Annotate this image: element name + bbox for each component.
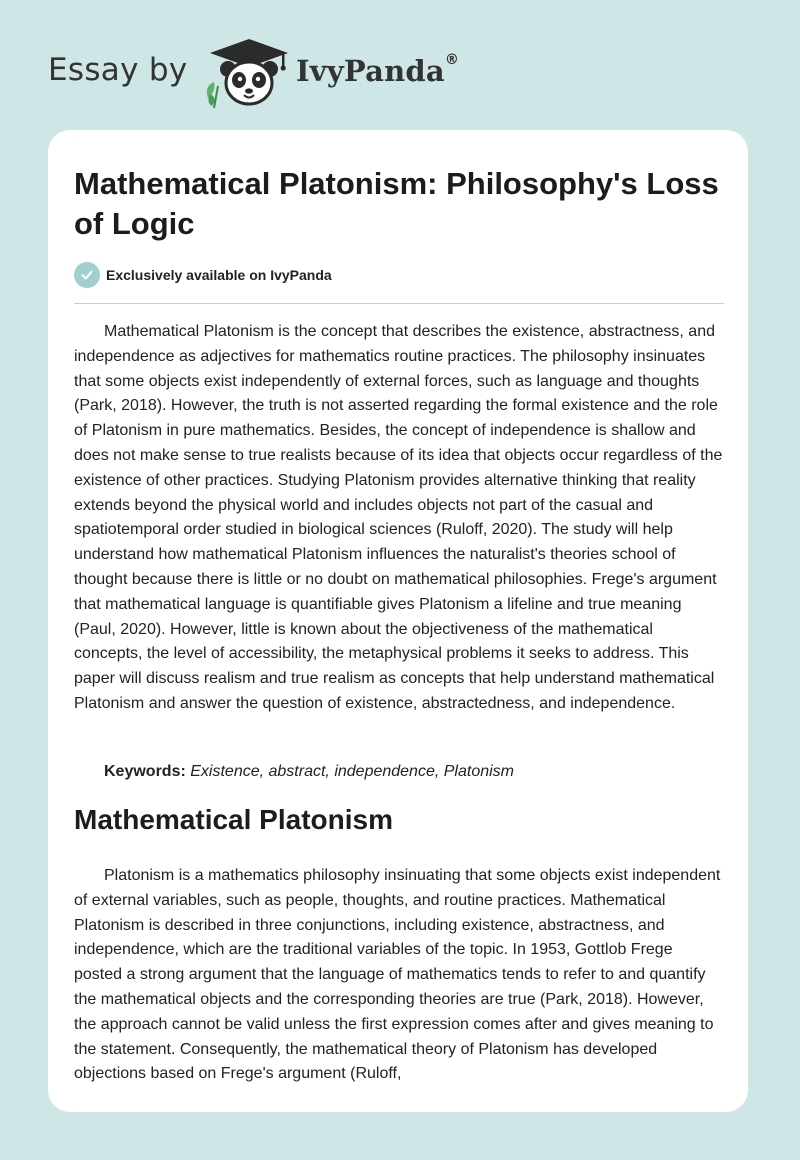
panda-graduation-cap-logo-icon[interactable] — [204, 36, 294, 110]
exclusive-badge-text: Exclusively available on IvyPanda — [106, 267, 332, 283]
section-heading: Mathematical Platonism — [74, 804, 393, 835]
essay-card — [48, 130, 748, 1112]
abstract-paragraph: Mathematical Platonism is the concept that describes the existence, abstractness, and independence as adjectives for mathematics routine practices. The philosophy insinuates that some objects exist independently of external forces, such as language and thoughts (Park, 2018). However, the truth is not asserted regarding the formal existence and the role of Platonism in pure mathematics. Besides, the concept of independence is shallow and does not make sense to true realists because of its idea that objects occur regardless of the existence of other practices. Studying Platonism provides alternative thinking that reality extends beyond the physical world and includes objects not part of the casual and spatiotemporal order studied in biological sciences (Ruloff, 2020). The study will help understand how mathematical Platonism influences the naturalist's theories school of thought because there is little or no doubt on mathematical philosophies. Frege's argument that mathematical language is quantifiable gives Platonism a lifeline and true meaning (Paul, 2020). However, little is known about the objectiveness of the mathematical concepts, the level of accessibility, the metaphysical problems it seeks to address. This paper will discuss realism and true realism as concepts that help understand mathematical Platonism and answer the question of existence, abstractedness, and independence. — [74, 323, 723, 712]
section-paragraph: Platonism is a mathematics philosophy insinuating that some objects exist independent of external variables, such as people, thoughts, and routine practices. Mathematical Platonism is described in three conjunctions, including existence, abstractness, and independence, which are the traditional variables of the topic. In 1953, Gottlob Frege posted a strong argument that the language of mathematics tends to refer to and quantify the mathematical objects and the corresponding theories are true (Park, 2018). However, the approach cannot be valid unless the first expression comes after and gives meaning to the statement. Consequently, the mathematical theory of Platonism has developed objections based on Frege's argument (Ruloff, — [74, 867, 721, 1083]
exclusive-badge — [74, 262, 332, 288]
page-title: Mathematical Platonism: Philosophy's Loss of Logic — [74, 166, 719, 241]
site-header — [48, 36, 748, 116]
brand-name[interactable]: IvyPanda® — [296, 52, 460, 88]
divider — [74, 303, 724, 304]
keywords-line — [104, 760, 514, 784]
check-icon — [74, 262, 100, 288]
keywords-label: Keywords: — [104, 763, 186, 780]
essay-by-label: Essay by — [48, 52, 188, 88]
keywords-value: Existence, abstract, independence, Platonism — [190, 763, 514, 780]
